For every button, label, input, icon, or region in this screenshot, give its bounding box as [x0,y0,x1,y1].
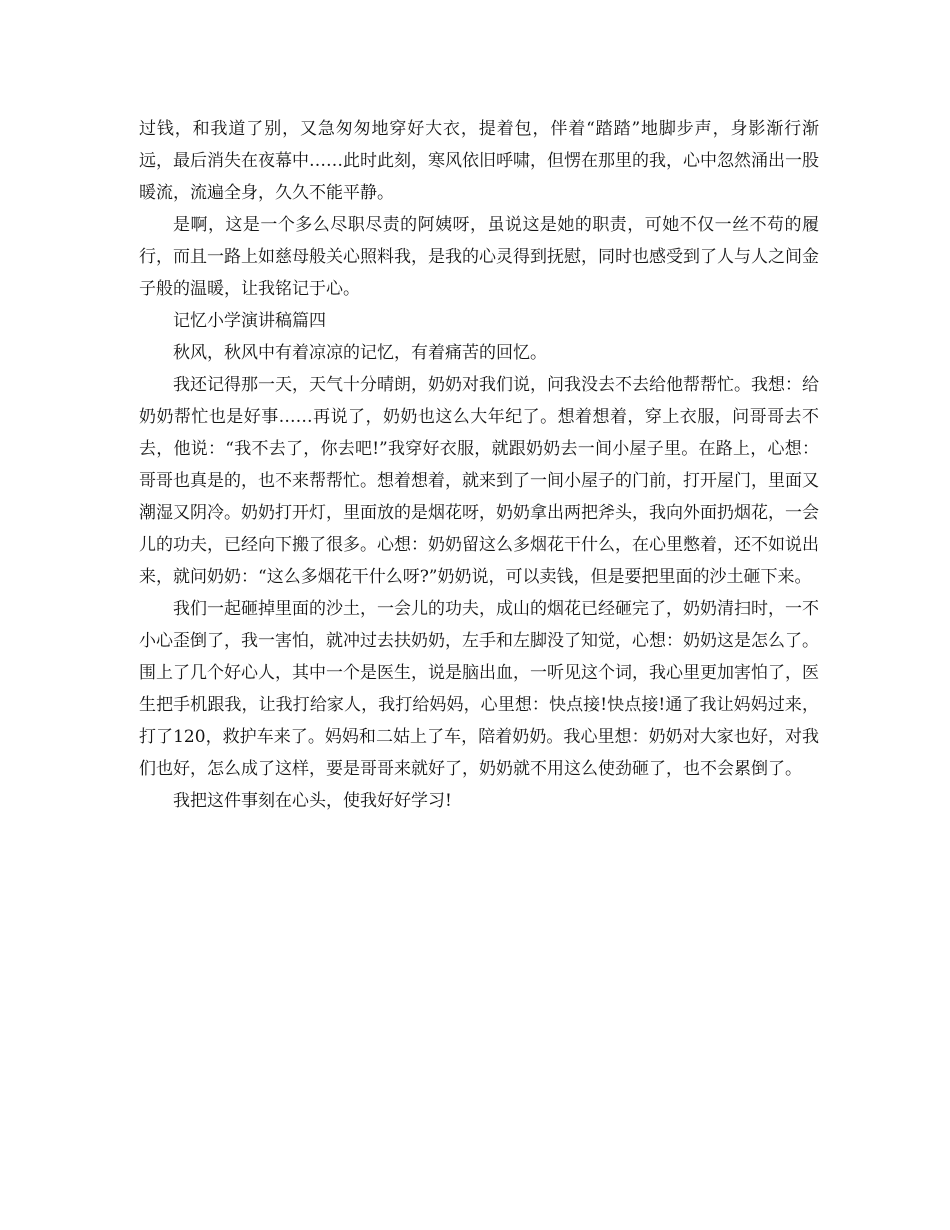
paragraph: 我们一起砸掉里面的沙土，一会儿的功夫，成山的烟花已经砸完了，奶奶清扫时，一不小心歪倒了，我一害怕，就冲过去扶奶奶，左手和左脚没了知觉，心想：奶奶这是怎么了。围上了几个好心人，其中一个是医生，说是脑出血，一听见这个词，我心里更加害怕了，医生把手机跟我，让我打给家人，我打给妈妈，心里想：快点接!快点接!通了我让妈妈过来，打了120，救护车来了。妈妈和二姑上了车，陪着奶奶。我心里想：奶奶对大家也好，对我们也好，怎么成了这样，要是哥哥来就好了，奶奶就不用这么使劲砸了，也不会累倒了。 [139,599,819,779]
section-heading: 记忆小学演讲稿篇四 [173,311,326,331]
paragraph: 秋风，秋风中有着凉凉的记忆，有着痛苦的回忆。 [173,343,547,363]
paragraph-continued: 过钱，和我道了别，又急匆匆地穿好大衣，提着包，伴着“踏踏”地脚步声，身影渐行渐远，最后消失在夜幕中……此时此刻，寒风依旧呼啸，但愣在那里的我，心中忽然涌出一股暖流，流遍全身，久久不能平静。 [139,119,819,203]
paragraph: 是啊，这是一个多么尽职尽责的阿姨呀，虽说这是她的职责，可她不仅一丝不苟的履行，而且一路上如慈母般关心照料我，是我的心灵得到抚慰，同时也感受到了人与人之间金子般的温暖，让我铭记于心。 [139,215,819,299]
paragraph: 我把这件事刻在心头，使我好好学习! [173,791,452,811]
paragraph: 我还记得那一天，天气十分晴朗，奶奶对我们说，问我没去不去给他帮帮忙。我想：给奶奶帮忙也是好事……再说了，奶奶也这么大年纪了。想着想着，穿上衣服，问哥哥去不去，他说：“我不去了，你去吧!”我穿好衣服，就跟奶奶去一间小屋子里。在路上，心想：哥哥也真是的，也不来帮帮忙。想着想着，就来到了一间小屋子的门前，打开屋门，里面又潮湿又阴冷。奶奶打开灯，里面放的是烟花呀，奶奶拿出两把斧头，我向外面扔烟花，一会儿的功夫，已经向下搬了很多。心想：奶奶留这么多烟花干什么，在心里憋着，还不如说出来，就问奶奶：“这么多烟花干什么呀?”奶奶说，可以卖钱，但是要把里面的沙土砸下来。 [139,375,819,587]
document-body [139,113,819,817]
